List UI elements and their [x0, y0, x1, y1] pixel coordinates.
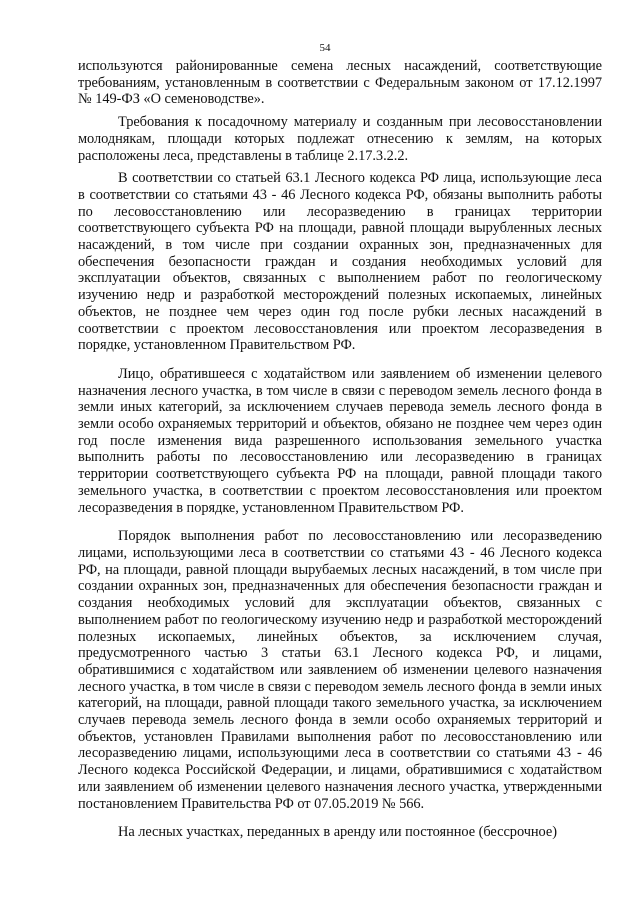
paragraph-land-purpose-change: Лицо, обратившееся с ходатайством или заявлением об изменении целевого назначения лесного участка, в том числе в связи с переводом земель лесного фонда в земли иных категорий, за исключением случаев перевода земель лесного фонда в земли особо охраняемых территорий и объектов, обязано не позднее чем через один год после изменения вида разрешенного использования земельного участка выполнить работы по лесовосстановлению или лесоразведению в границах территории соответствующего субъекта РФ на площади, равной площади такого земельного участка, в соответствии с проектом лесовосстановления или проектом лесоразведения в порядке, установленном Правительством РФ. — [78, 365, 602, 516]
paragraph-leased-plots: На лесных участках, переданных в аренду или постоянное (бессрочное) — [118, 824, 557, 841]
paragraph-reforestation-procedure: Порядок выполнения работ по лесовосстановлению или лесоразведению лицами, использующими леса в соответствии со статьями 43 - 46 Лесного кодекса РФ, на площади, равной площади вырубаемых лесных насаждений, в том числе при создании охранных зон, предназначенных для обеспечения безопасности граждан и создания необходимых условий для эксплуатации объектов, связанных с выполнением работ по геологическому изучению недр и разработкой месторождений полезных ископаемых, линейных объектов, за исключением случая, предусмотренного частью 3 статьи 63.1 Лесного кодекса РФ, и лицами, обратившимися с ходатайством или заявлением об изменении целевого назначения лесного участка, в том числе в связи с переводом земель лесного фонда в земли иных категорий, на площади, равной площади такого земельного участка, за исключением случаев перевода земель лесного фонда в земли особо охраняемых территорий и объектов, установлен Правилами выполнения работ по лесовосстановлению или лесоразведению лицами, использующими леса в соответствии со статьями 43 - 46 Лесного кодекса Российской Федерации, и лицами, обратившимися с ходатайством или заявлением об изменении целевого назначения лесного участка, утвержденными постановлением Правительства РФ от 07.05.2019 № 566. — [78, 528, 602, 812]
paragraph-planting-material: Требования к посадочному материалу и созданным при лесовосстановлении молоднякам, площади которых подлежат отнесению к землям, на которых расположены леса, представлены в таблице 2.17.3.2.2. — [78, 114, 602, 164]
paragraph-article-63-1: В соответствии со статьей 63.1 Лесного кодекса РФ лица, использующие леса в соответствии со статьями 43 - 46 Лесного кодекса РФ, обязаны выполнить работы по лесовосстановлению или лесоразведению в границах территории соответствующего субъекта РФ на площади, равной площади вырубленных лесных насаждений, в том числе при создании охранных зон, предназначенных для обеспечения безопасности граждан и создания необходимых условий для эксплуатации объектов, связанных с выполнением работ по геологическому изучению недр и разработкой месторождений полезных ископаемых, линейных объектов, не позднее чем через один год после рубки лесных насаждений в соответствии с проектом лесовосстановления или проектом лесоразведения в порядке, установленном Правительством РФ. — [78, 170, 602, 354]
paragraph-seeds-requirements: используются районированные семена лесных насаждений, соответствующие требованиям, установленным в соответствии с Федеральным законом от 17.12.1997 № 149-ФЗ «О семеноводстве». — [78, 58, 602, 108]
page-number: 54 — [319, 42, 331, 54]
